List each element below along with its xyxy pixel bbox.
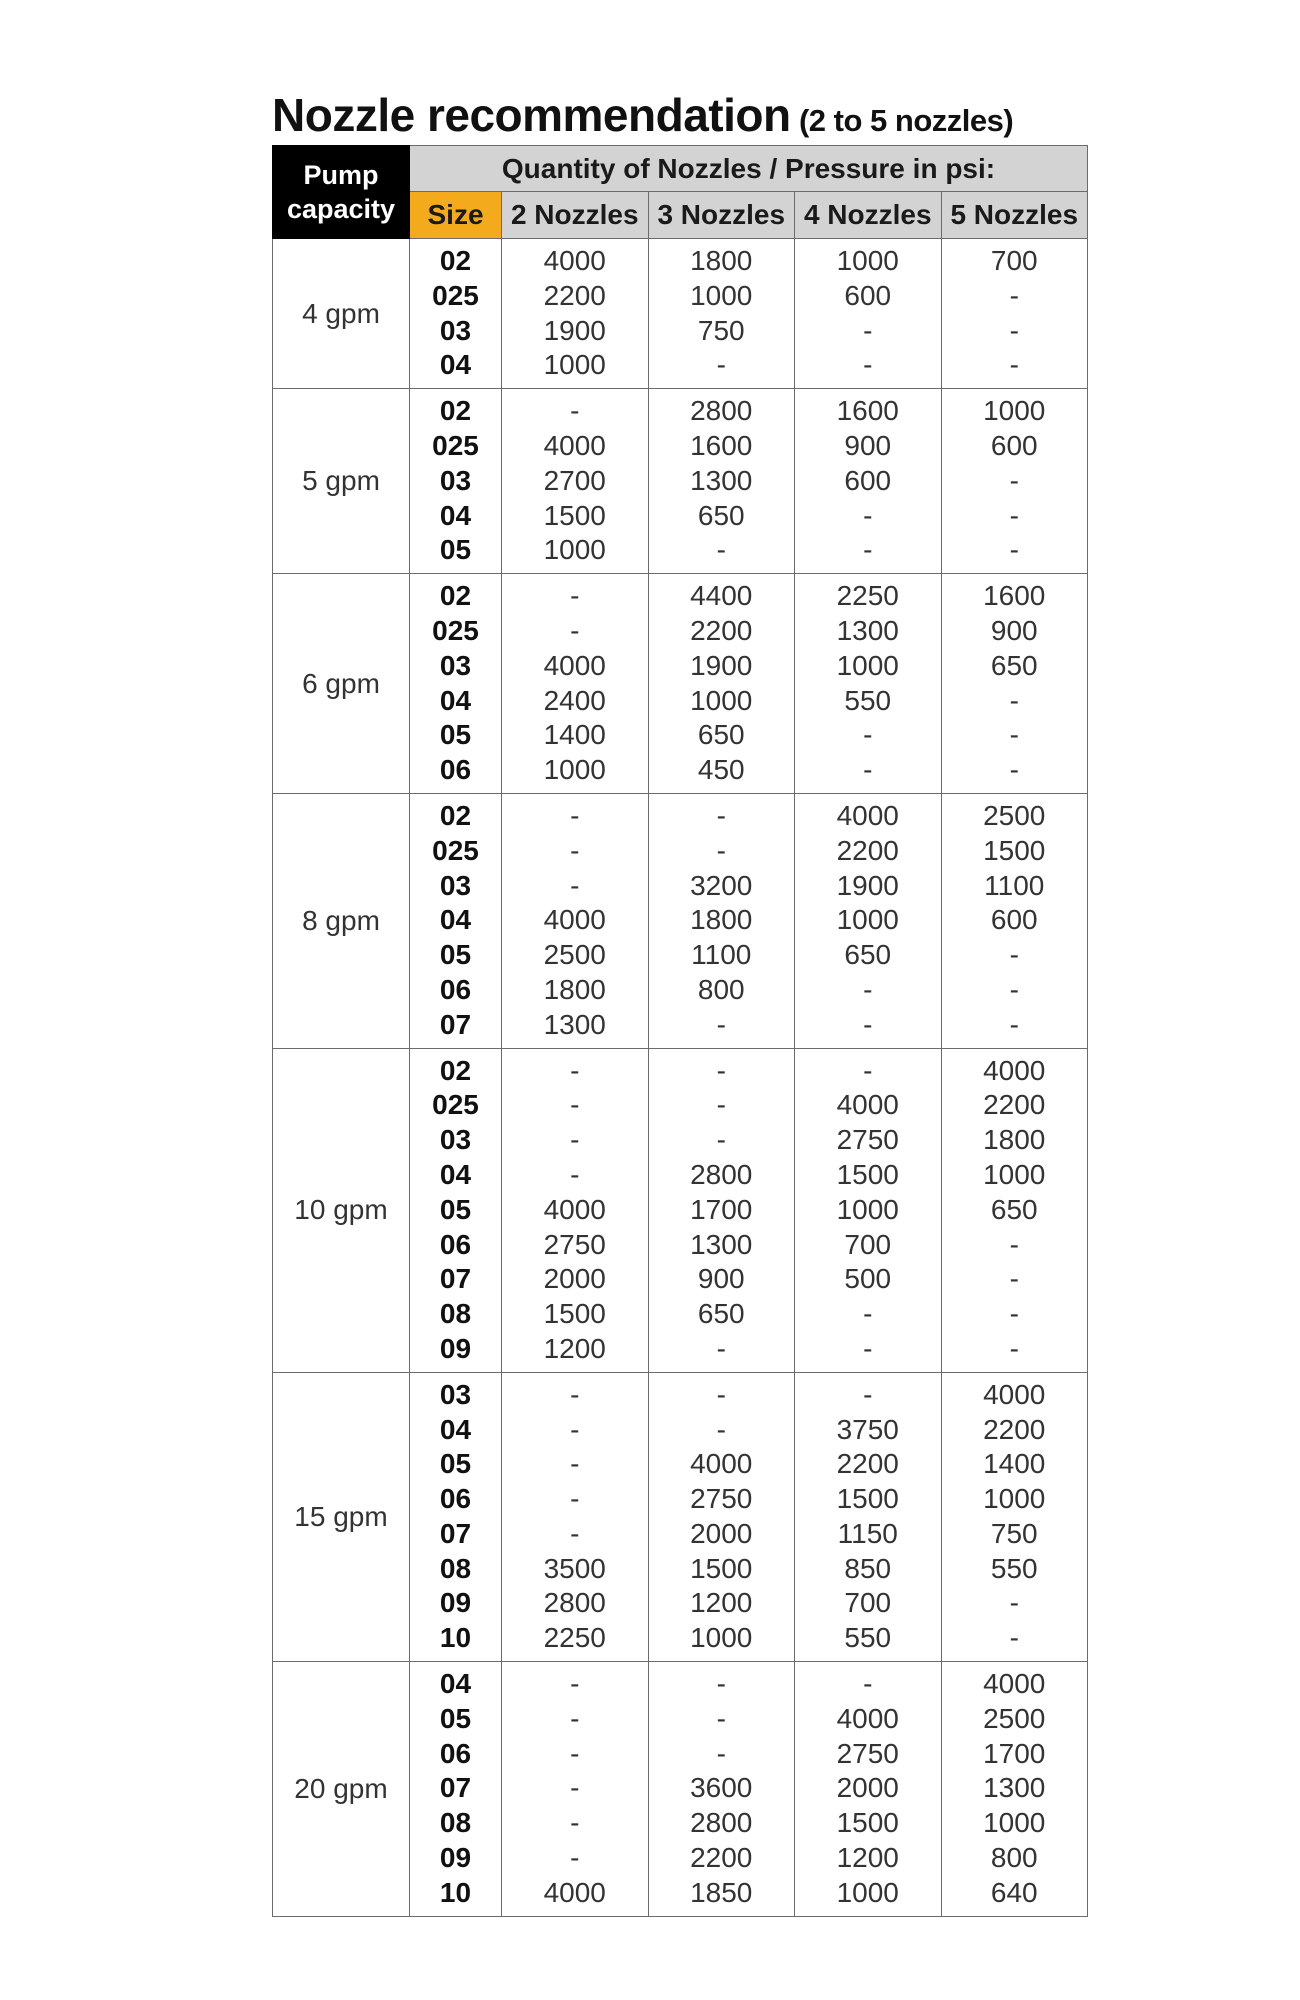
size-value: 07 bbox=[439, 1517, 472, 1549]
pressure-value: 700 bbox=[844, 1228, 892, 1260]
pressure-value: 2750 bbox=[836, 1737, 899, 1769]
pressure-value: 1000 bbox=[983, 1807, 1046, 1839]
pressure-value: 1000 bbox=[983, 395, 1046, 427]
pump-group-row bbox=[273, 574, 1088, 794]
pressure-value: - bbox=[570, 1517, 580, 1549]
pressure-cell-5-nozzles bbox=[941, 793, 1088, 1048]
pressure-value: 900 bbox=[990, 614, 1038, 646]
pressure-value: 4000 bbox=[543, 1193, 606, 1225]
size-value: 04 bbox=[439, 904, 472, 936]
pressure-cell-2-nozzles bbox=[502, 1372, 649, 1661]
pressure-value: 1500 bbox=[836, 1807, 899, 1839]
pressure-value: 2000 bbox=[836, 1772, 899, 1804]
pressure-value: 2200 bbox=[836, 1448, 899, 1480]
size-value: 05 bbox=[439, 939, 472, 971]
size-value: 02 bbox=[439, 1054, 472, 1086]
pressure-value: 1200 bbox=[543, 1332, 606, 1364]
pump-capacity-cell: 20 gpm bbox=[273, 1662, 410, 1917]
size-value: 09 bbox=[439, 1842, 472, 1874]
pressure-value: 2250 bbox=[543, 1622, 606, 1654]
pressure-cell-2-nozzles bbox=[502, 239, 649, 389]
pressure-cell-2-nozzles bbox=[502, 1048, 649, 1372]
pressure-value: 1800 bbox=[690, 904, 753, 936]
pressure-value: 2500 bbox=[983, 1702, 1046, 1734]
pressure-value: 450 bbox=[697, 754, 745, 786]
quantity-pressure-header: Quantity of Nozzles / Pressure in psi: bbox=[410, 146, 1088, 192]
pressure-value: - bbox=[716, 1089, 726, 1121]
size-value: 03 bbox=[439, 649, 472, 681]
pressure-value: 850 bbox=[844, 1552, 892, 1584]
pump-capacity-cell: 5 gpm bbox=[273, 389, 410, 574]
pressure-value: 700 bbox=[844, 1587, 892, 1619]
pressure-value: 2200 bbox=[690, 1842, 753, 1874]
pressure-value: - bbox=[570, 834, 580, 866]
pressure-value: 800 bbox=[990, 1842, 1038, 1874]
size-cell bbox=[410, 1662, 502, 1917]
pressure-value: 1300 bbox=[836, 614, 899, 646]
pressure-cell-3-nozzles bbox=[648, 1662, 795, 1917]
pressure-value: - bbox=[863, 499, 873, 531]
pressure-value: - bbox=[1009, 499, 1019, 531]
pressure-value: 1000 bbox=[543, 754, 606, 786]
pressure-value: - bbox=[863, 349, 873, 381]
pressure-value: - bbox=[863, 973, 873, 1005]
pressure-value: 4000 bbox=[543, 1876, 606, 1908]
pressure-value: 1000 bbox=[690, 684, 753, 716]
pressure-cell-4-nozzles bbox=[795, 1048, 942, 1372]
pressure-value: - bbox=[1009, 534, 1019, 566]
pressure-value: 700 bbox=[990, 245, 1038, 276]
pressure-value: - bbox=[863, 1008, 873, 1040]
size-value: 04 bbox=[439, 1158, 472, 1190]
pressure-cell-3-nozzles bbox=[648, 389, 795, 574]
pressure-value: - bbox=[1009, 279, 1019, 311]
pressure-value: 1000 bbox=[836, 1193, 899, 1225]
pressure-value: - bbox=[863, 1668, 873, 1700]
pressure-value: - bbox=[570, 1807, 580, 1839]
pressure-value: 2200 bbox=[543, 279, 606, 311]
pressure-value: 1200 bbox=[836, 1842, 899, 1874]
pressure-value: 1500 bbox=[983, 834, 1046, 866]
pressure-value: 4000 bbox=[983, 1378, 1046, 1410]
pressure-value: 1300 bbox=[983, 1772, 1046, 1804]
size-value: 09 bbox=[439, 1332, 472, 1364]
pressure-value: - bbox=[716, 1332, 726, 1364]
pressure-value: 1900 bbox=[543, 314, 606, 346]
pressure-value: - bbox=[863, 1332, 873, 1364]
pressure-value: 1000 bbox=[983, 1483, 1046, 1515]
pressure-value: 900 bbox=[844, 429, 892, 461]
pressure-value: 2200 bbox=[983, 1413, 1046, 1445]
size-value: 06 bbox=[439, 1737, 472, 1769]
pressure-value: - bbox=[716, 1702, 726, 1734]
pressure-cell-4-nozzles bbox=[795, 1662, 942, 1917]
size-value: 08 bbox=[439, 1298, 472, 1330]
size-value: 05 bbox=[439, 1702, 472, 1734]
pressure-value: 4400 bbox=[690, 580, 753, 612]
pressure-value: - bbox=[570, 1737, 580, 1769]
pressure-value: 1150 bbox=[837, 1517, 898, 1549]
pressure-value: - bbox=[1009, 1228, 1019, 1260]
pressure-value: 4000 bbox=[836, 1702, 899, 1734]
pressure-value: 2800 bbox=[690, 1158, 753, 1190]
pressure-cell-3-nozzles bbox=[648, 239, 795, 389]
size-value: 06 bbox=[439, 1483, 472, 1515]
pressure-value: - bbox=[1009, 1587, 1019, 1619]
pressure-value: 650 bbox=[697, 1298, 745, 1330]
pressure-value: 1500 bbox=[543, 1298, 606, 1330]
pressure-value: 3600 bbox=[690, 1772, 753, 1804]
pressure-value: 600 bbox=[844, 464, 892, 496]
pressure-value: 1300 bbox=[543, 1008, 606, 1040]
pressure-value: 1000 bbox=[983, 1158, 1046, 1190]
pressure-value: - bbox=[716, 834, 726, 866]
pressure-cell-2-nozzles bbox=[502, 793, 649, 1048]
pressure-value: - bbox=[570, 869, 580, 901]
title-subtitle: (2 to 5 nozzles) bbox=[798, 103, 1014, 138]
size-value: 04 bbox=[439, 684, 472, 716]
pressure-cell-5-nozzles bbox=[941, 1662, 1088, 1917]
pressure-value: - bbox=[570, 1448, 580, 1480]
pressure-value: 1500 bbox=[543, 499, 606, 531]
size-value: 05 bbox=[439, 1193, 472, 1225]
pressure-value: 4000 bbox=[983, 1668, 1046, 1700]
pressure-value: 4000 bbox=[543, 904, 606, 936]
pressure-value: 1400 bbox=[983, 1448, 1046, 1480]
pressure-value: 1600 bbox=[983, 580, 1046, 612]
pressure-value: - bbox=[716, 1668, 726, 1700]
pressure-value: - bbox=[716, 1737, 726, 1769]
size-cell bbox=[410, 389, 502, 574]
pressure-value: 4000 bbox=[836, 1089, 899, 1121]
pressure-cell-3-nozzles bbox=[648, 1048, 795, 1372]
pressure-value: 1500 bbox=[836, 1483, 899, 1515]
pressure-value: - bbox=[863, 314, 873, 346]
size-value: 06 bbox=[439, 1228, 472, 1260]
pressure-value: 2700 bbox=[543, 464, 606, 496]
pressure-value: 1000 bbox=[836, 904, 899, 936]
pressure-value: 1500 bbox=[836, 1158, 899, 1190]
size-value: 07 bbox=[439, 1772, 472, 1804]
pressure-value: - bbox=[716, 799, 726, 831]
pressure-value: - bbox=[863, 719, 873, 751]
column-header-3-nozzles: 3 Nozzles bbox=[648, 192, 795, 239]
size-value: 025 bbox=[432, 429, 479, 461]
column-header-4-nozzles: 4 Nozzles bbox=[795, 192, 942, 239]
pressure-value: - bbox=[570, 614, 580, 646]
pressure-cell-5-nozzles bbox=[941, 574, 1088, 794]
pressure-value: 2200 bbox=[836, 834, 899, 866]
pressure-value: 1700 bbox=[983, 1737, 1046, 1769]
pressure-cell-5-nozzles bbox=[941, 239, 1088, 389]
size-value: 025 bbox=[432, 279, 479, 311]
pressure-value: - bbox=[570, 1089, 580, 1121]
size-value: 03 bbox=[439, 869, 472, 901]
pressure-value: - bbox=[570, 1378, 580, 1410]
pressure-value: - bbox=[570, 1054, 580, 1086]
pressure-value: 4000 bbox=[690, 1448, 753, 1480]
pressure-value: 2500 bbox=[543, 939, 606, 971]
pressure-value: 1100 bbox=[984, 869, 1045, 901]
pressure-value: 4000 bbox=[543, 429, 606, 461]
pressure-value: - bbox=[716, 1124, 726, 1156]
pressure-value: 4000 bbox=[983, 1054, 1046, 1086]
pressure-value: - bbox=[1009, 1263, 1019, 1295]
pressure-value: 2250 bbox=[836, 580, 899, 612]
size-value: 02 bbox=[439, 395, 472, 427]
size-value: 02 bbox=[439, 245, 472, 276]
pressure-value: - bbox=[1009, 1298, 1019, 1330]
size-value: 02 bbox=[439, 799, 472, 831]
pressure-value: 1500 bbox=[690, 1552, 753, 1584]
pressure-cell-4-nozzles bbox=[795, 389, 942, 574]
pressure-value: - bbox=[1009, 684, 1019, 716]
pressure-value: - bbox=[716, 349, 726, 381]
pressure-value: 1900 bbox=[836, 869, 899, 901]
pressure-value: 1200 bbox=[690, 1587, 753, 1619]
pressure-value: - bbox=[863, 534, 873, 566]
size-value: 06 bbox=[439, 973, 472, 1005]
page-title bbox=[272, 88, 1013, 142]
pressure-cell-4-nozzles bbox=[795, 793, 942, 1048]
size-value: 05 bbox=[439, 719, 472, 751]
pressure-value: 900 bbox=[697, 1263, 745, 1295]
pressure-value: 550 bbox=[990, 1552, 1038, 1584]
pressure-value: 2200 bbox=[983, 1089, 1046, 1121]
pressure-value: - bbox=[863, 1054, 873, 1086]
size-value: 03 bbox=[439, 464, 472, 496]
pressure-value: - bbox=[1009, 973, 1019, 1005]
pressure-value: 2750 bbox=[836, 1124, 899, 1156]
pressure-value: 2000 bbox=[690, 1517, 753, 1549]
pressure-value: - bbox=[1009, 1332, 1019, 1364]
size-value: 04 bbox=[439, 1413, 472, 1445]
pressure-cell-3-nozzles bbox=[648, 574, 795, 794]
pressure-cell-3-nozzles bbox=[648, 793, 795, 1048]
pressure-value: - bbox=[716, 1378, 726, 1410]
pressure-cell-5-nozzles bbox=[941, 389, 1088, 574]
size-value: 025 bbox=[432, 1089, 479, 1121]
size-value: 03 bbox=[439, 314, 472, 346]
pressure-value: 750 bbox=[697, 314, 745, 346]
size-cell bbox=[410, 574, 502, 794]
pressure-value: 600 bbox=[844, 279, 892, 311]
pump-capacity-header: Pump capacity bbox=[273, 146, 410, 239]
size-value: 04 bbox=[439, 499, 472, 531]
pump-group-row bbox=[273, 239, 1088, 389]
pressure-value: - bbox=[570, 1413, 580, 1445]
pressure-value: 1000 bbox=[543, 349, 606, 381]
pressure-value: 650 bbox=[697, 499, 745, 531]
pressure-value: 1400 bbox=[543, 719, 606, 751]
pressure-value: 1800 bbox=[983, 1124, 1046, 1156]
pressure-value: 2800 bbox=[690, 395, 753, 427]
pressure-value: 800 bbox=[697, 973, 745, 1005]
pressure-value: 1800 bbox=[690, 245, 753, 276]
pressure-value: - bbox=[716, 534, 726, 566]
size-value: 04 bbox=[439, 1668, 472, 1700]
pressure-value: 2400 bbox=[543, 684, 606, 716]
pressure-value: 1900 bbox=[690, 649, 753, 681]
pump-group-row bbox=[273, 1048, 1088, 1372]
pressure-value: 3500 bbox=[543, 1552, 606, 1584]
pressure-value: 550 bbox=[844, 684, 892, 716]
pressure-cell-4-nozzles bbox=[795, 239, 942, 389]
pump-group-row bbox=[273, 389, 1088, 574]
pump-group-row bbox=[273, 1662, 1088, 1917]
pressure-value: 2200 bbox=[690, 614, 753, 646]
pump-capacity-cell: 6 gpm bbox=[273, 574, 410, 794]
pressure-value: 1000 bbox=[836, 1876, 899, 1908]
pressure-value: 500 bbox=[844, 1263, 892, 1295]
size-value: 08 bbox=[439, 1552, 472, 1584]
pressure-value: 1300 bbox=[690, 464, 753, 496]
size-cell bbox=[410, 1048, 502, 1372]
pressure-value: 3200 bbox=[690, 869, 753, 901]
pressure-value: 4000 bbox=[543, 649, 606, 681]
pressure-value: 640 bbox=[990, 1876, 1038, 1908]
pressure-value: - bbox=[570, 580, 580, 612]
pressure-value: 2750 bbox=[690, 1483, 753, 1515]
pressure-value: - bbox=[716, 1413, 726, 1445]
pressure-value: - bbox=[1009, 1008, 1019, 1040]
pressure-value: 1850 bbox=[690, 1876, 753, 1908]
pressure-value: - bbox=[570, 799, 580, 831]
pressure-value: 1000 bbox=[690, 279, 753, 311]
pressure-value: - bbox=[1009, 1622, 1019, 1654]
pressure-value: - bbox=[570, 1668, 580, 1700]
pressure-cell-4-nozzles bbox=[795, 574, 942, 794]
pressure-value: - bbox=[716, 1008, 726, 1040]
pressure-value: - bbox=[570, 1842, 580, 1874]
pressure-value: 2500 bbox=[983, 799, 1046, 831]
size-value: 025 bbox=[432, 834, 479, 866]
pressure-value: 600 bbox=[990, 904, 1038, 936]
pressure-value: 1000 bbox=[836, 245, 899, 276]
size-value: 10 bbox=[439, 1876, 472, 1908]
pressure-value: - bbox=[863, 1298, 873, 1330]
pressure-value: 1800 bbox=[543, 973, 606, 1005]
pump-capacity-cell: 10 gpm bbox=[273, 1048, 410, 1372]
pressure-value: - bbox=[570, 1702, 580, 1734]
pressure-value: 1700 bbox=[690, 1193, 753, 1225]
pump-group-row bbox=[273, 1372, 1088, 1661]
pressure-value: 2800 bbox=[690, 1807, 753, 1839]
pressure-value: 3750 bbox=[836, 1413, 899, 1445]
pressure-value: 650 bbox=[990, 1193, 1038, 1225]
size-value: 07 bbox=[439, 1263, 472, 1295]
size-value: 09 bbox=[439, 1587, 472, 1619]
size-cell bbox=[410, 793, 502, 1048]
pressure-cell-2-nozzles bbox=[502, 1662, 649, 1917]
pressure-value: 4000 bbox=[836, 799, 899, 831]
size-value: 07 bbox=[439, 1008, 472, 1040]
size-value: 05 bbox=[439, 534, 472, 566]
size-value: 03 bbox=[439, 1378, 472, 1410]
pressure-cell-5-nozzles bbox=[941, 1048, 1088, 1372]
pressure-value: - bbox=[1009, 939, 1019, 971]
pump-group-row bbox=[273, 793, 1088, 1048]
column-header-2-nozzles: 2 Nozzles bbox=[502, 192, 649, 239]
pressure-value: - bbox=[570, 1772, 580, 1804]
pressure-value: - bbox=[1009, 349, 1019, 381]
pressure-value: 4000 bbox=[543, 245, 606, 276]
pressure-value: 550 bbox=[844, 1622, 892, 1654]
size-value: 025 bbox=[432, 614, 479, 646]
size-cell bbox=[410, 1372, 502, 1661]
title-main: Nozzle recommendation bbox=[272, 89, 791, 141]
pressure-value: 2000 bbox=[543, 1263, 606, 1295]
size-value: 02 bbox=[439, 580, 472, 612]
pressure-value: 2750 bbox=[543, 1228, 606, 1260]
size-header: Size bbox=[410, 192, 502, 239]
pressure-value: 750 bbox=[990, 1517, 1038, 1549]
pressure-value: - bbox=[570, 1124, 580, 1156]
pressure-cell-2-nozzles bbox=[502, 574, 649, 794]
pressure-value: - bbox=[863, 1378, 873, 1410]
pressure-value: 650 bbox=[844, 939, 892, 971]
pressure-value: - bbox=[1009, 314, 1019, 346]
pressure-value: 1300 bbox=[690, 1228, 753, 1260]
size-value: 10 bbox=[439, 1622, 472, 1654]
size-value: 08 bbox=[439, 1807, 472, 1839]
pressure-cell-2-nozzles bbox=[502, 389, 649, 574]
pressure-value: - bbox=[863, 754, 873, 786]
pressure-value: - bbox=[1009, 719, 1019, 751]
size-value: 03 bbox=[439, 1124, 472, 1156]
size-value: 05 bbox=[439, 1448, 472, 1480]
pressure-value: 1600 bbox=[690, 429, 753, 461]
pressure-value: 650 bbox=[697, 719, 745, 751]
pressure-value: 1100 bbox=[691, 939, 752, 971]
pressure-value: 600 bbox=[990, 429, 1038, 461]
pressure-value: 1000 bbox=[836, 649, 899, 681]
pressure-value: 2800 bbox=[543, 1587, 606, 1619]
size-value: 04 bbox=[439, 349, 472, 381]
nozzle-recommendation-table bbox=[272, 145, 1088, 1917]
pressure-cell-3-nozzles bbox=[648, 1372, 795, 1661]
table-body bbox=[273, 239, 1088, 1917]
column-header-5-nozzles: 5 Nozzles bbox=[941, 192, 1088, 239]
size-value: 06 bbox=[439, 754, 472, 786]
pressure-value: 1600 bbox=[836, 395, 899, 427]
pump-capacity-cell: 15 gpm bbox=[273, 1372, 410, 1661]
pressure-value: - bbox=[570, 395, 580, 427]
pressure-value: 650 bbox=[990, 649, 1038, 681]
pressure-value: 1000 bbox=[543, 534, 606, 566]
pressure-value: - bbox=[1009, 464, 1019, 496]
pressure-value: - bbox=[1009, 754, 1019, 786]
pressure-value: 1000 bbox=[690, 1622, 753, 1654]
pressure-cell-5-nozzles bbox=[941, 1372, 1088, 1661]
pressure-cell-4-nozzles bbox=[795, 1372, 942, 1661]
size-cell bbox=[410, 239, 502, 389]
pressure-value: - bbox=[716, 1054, 726, 1086]
pump-capacity-cell: 4 gpm bbox=[273, 239, 410, 389]
pump-capacity-cell: 8 gpm bbox=[273, 793, 410, 1048]
pressure-value: - bbox=[570, 1483, 580, 1515]
pressure-value: - bbox=[570, 1158, 580, 1190]
